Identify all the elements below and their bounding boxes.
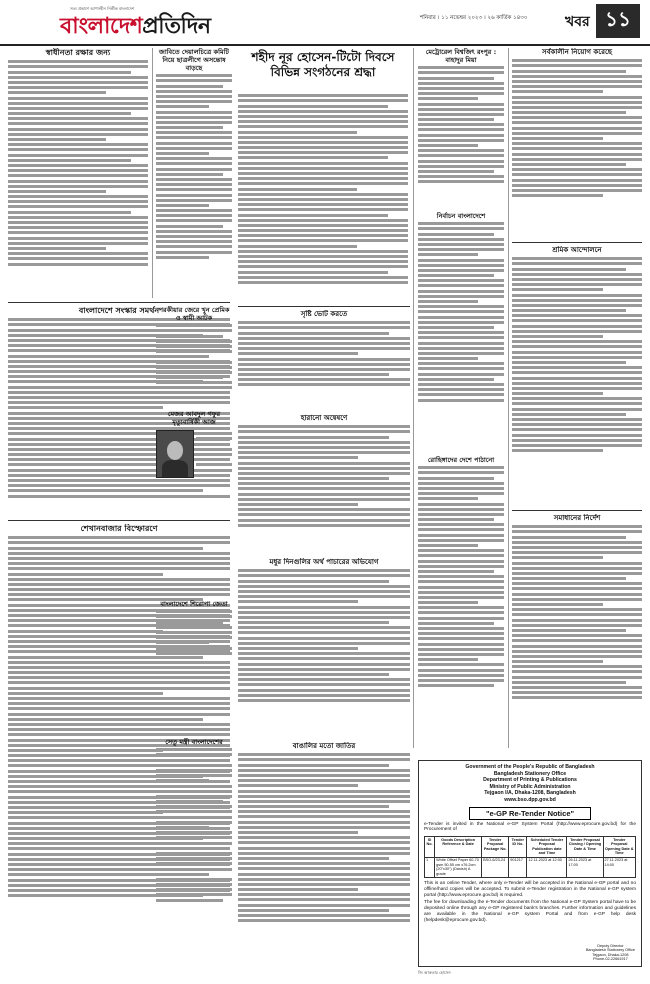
column-divider [152, 48, 153, 298]
tagline: সত্য প্রকাশে আপসহীন নির্ভীক বাংলাদেশ [70, 6, 135, 11]
headline-17: বাংলাদেশে শিরোপা জেতা [160, 600, 228, 608]
headline-18: সেতু মন্ত্রী বাংলাদেশের [165, 738, 223, 746]
table-cell: 901217 [509, 857, 527, 877]
headline-8: শ্রমিক আন্দোলনে [552, 246, 602, 254]
headline-2: জাবিতে দেয়ালচিত্রে কমিটি নিয়ে ছাত্রলীগে অসন্তোষ বাড়ছে [159, 48, 229, 72]
headline-19: বাঙালির মতো জাতির [292, 742, 356, 750]
main-headline: শহীদ নূর হোসেন-টিটো দিবসে বিভিন্ন সংগঠনের শ্রদ্ধা [251, 50, 395, 79]
article-5 [512, 48, 642, 238]
table-header: Scheduled Tender Proposal Publication date and Time [527, 837, 567, 857]
headline-4: মেট্রোরেল বিশ্বজিৎ রংপুর : বাহাদুর মিয়া [425, 48, 497, 64]
article-17-body [156, 610, 232, 655]
tender-table-header-row [425, 837, 636, 857]
tender-web: www.bso.dpp.gov.bd [504, 796, 556, 803]
tender-header [419, 764, 641, 804]
page-number: ১১ [596, 4, 640, 38]
dateline: শনিবার । ১১ নভেম্বর ২০২৩ । ২৬ কার্তিক ১৪৩০ [420, 15, 528, 21]
logo-part-2: প্রতিদিন [142, 13, 211, 39]
article-5-body [512, 59, 642, 197]
photo-body [162, 460, 187, 477]
sign-address: Tejgaon, Dhaka-1208 [592, 952, 629, 957]
column-divider [508, 48, 509, 748]
headline-15: মধুর দিনগুলির অর্থ পাচারের অভিযোগ [269, 558, 379, 566]
article-16-body [418, 466, 504, 687]
article-11-side [196, 430, 232, 476]
tender-title: "e-GP Re-Tender Notice" [469, 807, 591, 820]
table-cell: White Offset Paper 60-70 gsm 50-55 cm x76.2cm (20"x30") (Danish) A grade [435, 857, 482, 877]
portrait-photo [156, 430, 194, 478]
article-3 [238, 92, 408, 302]
article-12-body [238, 425, 410, 527]
table-row [425, 857, 636, 877]
table-header: Tender Proposal Package No. [482, 837, 509, 857]
table-cell: 1 [425, 857, 435, 877]
logo-part-1: বাংলাদেশ [60, 13, 143, 39]
photo-face [167, 441, 183, 459]
article-13-body [512, 525, 642, 699]
headline-7: পরকীয়ার জেরে খুন প্রেমিক ও স্বামী আটক [158, 306, 230, 322]
tender-note-1: This is an online Tender, where only e-Tender will be accepted in the National e-GP portal and no offline/hard copies will be accepted. To submit e-Tender registration in the National e-GP system portal (http://www.eprocure.gov.bd) is required. [424, 880, 636, 898]
tender-table [424, 836, 636, 878]
article-19 [238, 742, 410, 974]
table-header: Sl No. [425, 837, 435, 857]
article-2-body [156, 74, 232, 259]
article-1-body [8, 60, 148, 265]
divider [8, 302, 230, 303]
article-17 [156, 600, 232, 680]
article-4 [418, 48, 504, 208]
divider [238, 306, 410, 307]
divider [8, 520, 230, 521]
headline-12: হারানো অন্বেষণে [300, 414, 348, 422]
headline-1: স্বাধীনতা রক্ষার জন্য [45, 48, 111, 57]
article-13 [512, 514, 642, 750]
tender-note-2: The fee for downloading the e-Tender documents from the National e-GP System portal have to be deposited online through any e-GP registered bank's branches. Further information and guidelines are available in the National e-GP system Portal and from e-GP help desk (helpdesk@eprocure.gov.bd). [424, 900, 636, 923]
table-cell: 26.11.2023 at 17:00 [567, 857, 603, 877]
divider [512, 510, 642, 511]
article-8 [512, 246, 642, 506]
tender-signature [586, 944, 635, 962]
column-divider [413, 48, 414, 748]
article-7-body [156, 324, 232, 389]
table-header: Goods Description Reference & Date [435, 837, 482, 857]
tender-intro: e-Tender is invited in the National e-GP System Portal (http://www.eprocure.gov.bd) for the Procurement of [424, 821, 636, 833]
tender-dept: Department of Printing & Publications [483, 777, 577, 784]
article-10-body [238, 321, 410, 386]
headline-14: শেখানবাজার বিস্ফোরণে [80, 524, 158, 533]
article-9 [418, 212, 504, 452]
article-3-body [238, 94, 408, 284]
article-19-body [238, 753, 410, 922]
sign-office: Bangladesh Stationery Office [585, 948, 635, 953]
article-7 [156, 306, 232, 406]
table-cell: 12.11.2023 at 12:00 [527, 857, 567, 877]
tender-address: Tejgaon I/A, Dhaka-1208, Bangladesh [484, 790, 576, 797]
article-15 [238, 558, 410, 738]
article-18 [156, 738, 232, 974]
tender-ministry: Ministry of Public Administration [489, 783, 571, 790]
masthead [0, 0, 650, 46]
article-8-body [512, 257, 642, 452]
headline-5: সর্বকালীন নিয়োগ করেছে [541, 48, 613, 56]
article-1 [8, 48, 148, 298]
article-15-body [238, 569, 410, 702]
tender-office: Bangladesh Stationery Office [493, 770, 567, 777]
newspaper-logo [60, 9, 211, 46]
table-header: Tender Proposal Closing / Opening Date & Time [567, 837, 603, 857]
article-11-body [196, 432, 232, 471]
sign-phone: Phone-02-22661917 [593, 957, 628, 962]
section-label: খবর [565, 14, 590, 30]
headline-13: সমাধানের নির্দেশ [553, 514, 601, 522]
headline-9: নির্বাচন বাংলাদেশে [436, 212, 486, 220]
article-18-body [156, 748, 232, 901]
headline-6: বাংলাদেশে সংস্কার সমর্থন [78, 306, 160, 315]
table-cell: BSO-6/23-24 [482, 857, 509, 877]
sign-title: Deputy Director [597, 943, 624, 948]
divider [512, 242, 642, 243]
article-9-body [418, 222, 504, 401]
headline-10: সৃষ্টি ভোট করতে [300, 310, 348, 318]
footer-note: জি আকতার হোসেন [418, 970, 451, 975]
tender-notice [418, 760, 642, 967]
article-12 [238, 414, 410, 554]
table-cell: 27.11.2023 at 14:00 [603, 857, 635, 877]
article-4-body [418, 66, 504, 183]
article-10 [238, 310, 410, 410]
table-header: Tender ID No. [509, 837, 527, 857]
table-header: Tender Proposal Opening Date & Time [605, 837, 634, 856]
tender-gov: Government of the People's Republic of Bangladesh [465, 764, 595, 770]
article-16 [418, 456, 504, 746]
headline-11: মেজর আবদুল গফুর মৃত্যুবার্ষিকী আজ [167, 410, 221, 426]
headline-16: রোহিঙ্গাদের দেশে পাঠানো [427, 456, 495, 464]
article-2 [156, 48, 232, 298]
